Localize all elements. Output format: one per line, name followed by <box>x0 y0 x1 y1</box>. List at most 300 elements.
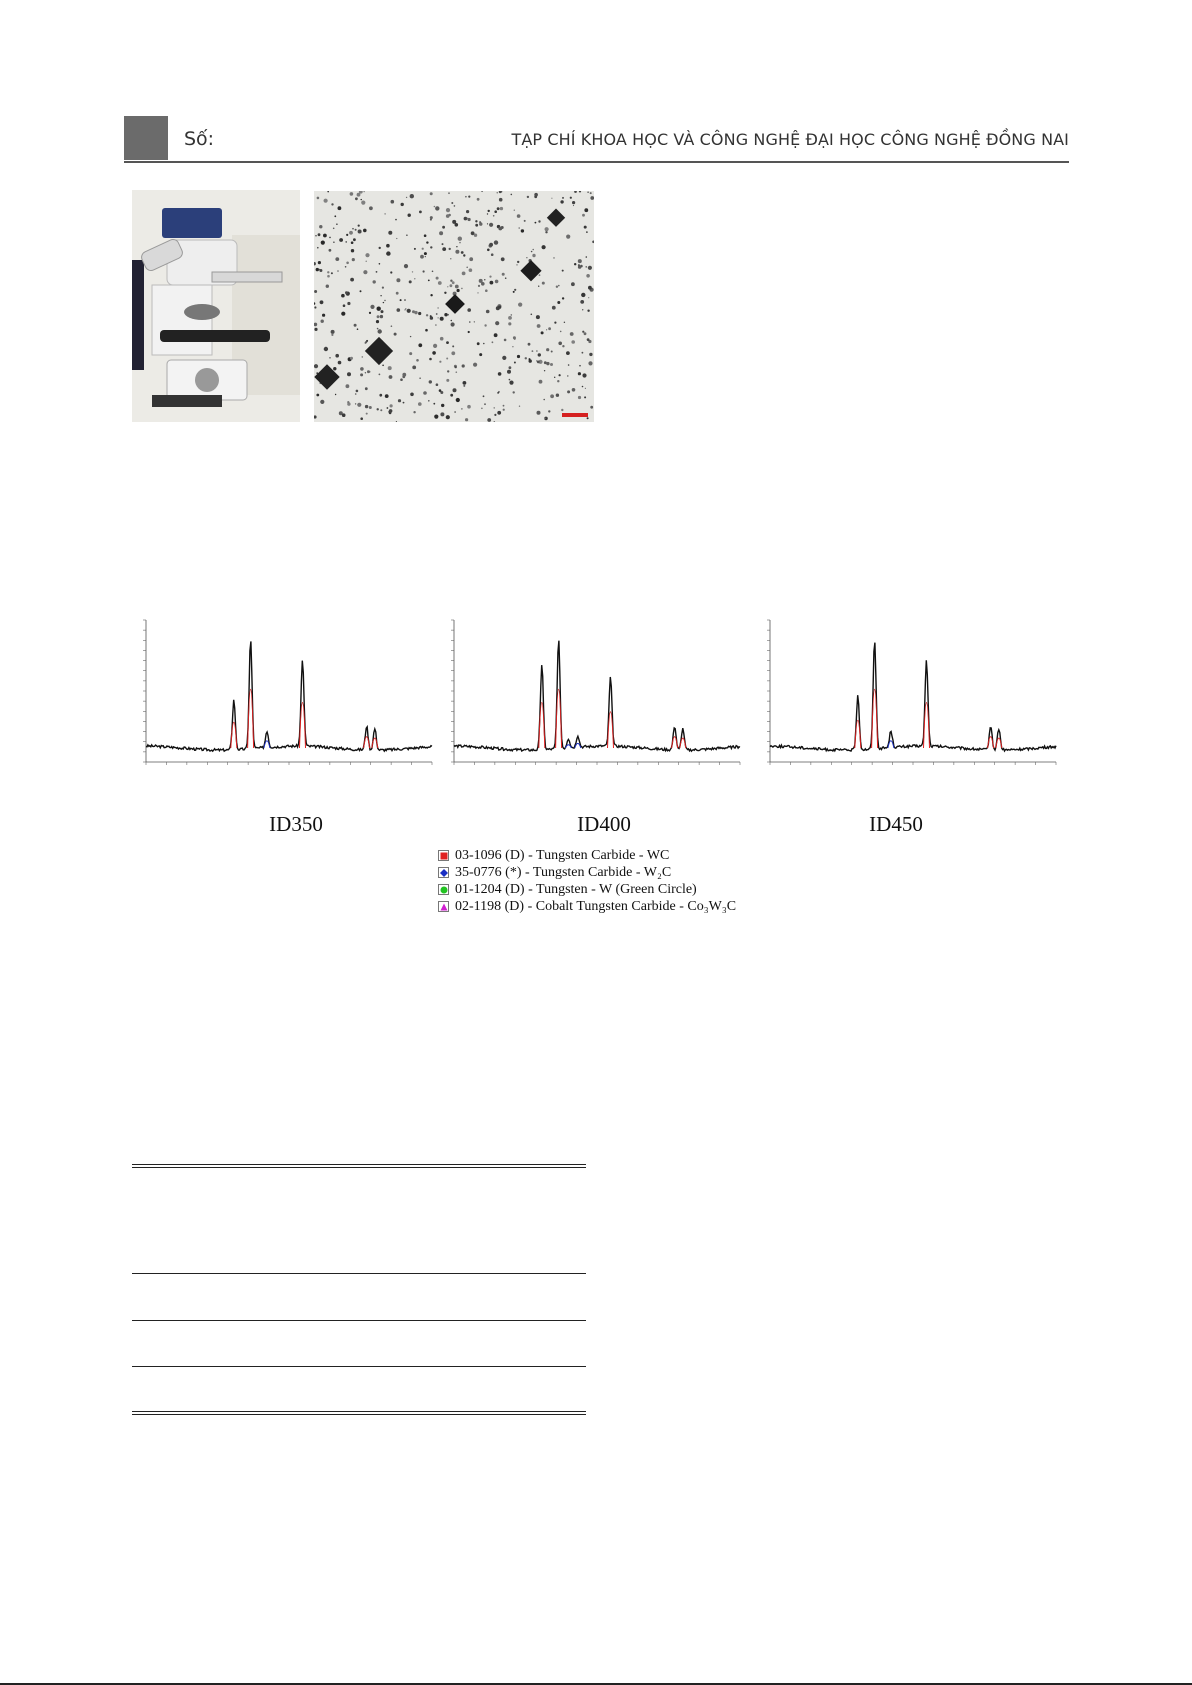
grain-speckle <box>419 378 420 379</box>
grain-speckle <box>380 409 382 411</box>
grain-speckle <box>511 194 513 196</box>
grain-speckle <box>448 192 450 194</box>
grain-speckle <box>487 223 488 224</box>
grain-speckle <box>497 207 500 210</box>
grain-speckle <box>494 407 495 408</box>
grain-speckle <box>407 309 411 313</box>
grain-speckle <box>518 303 522 307</box>
grain-speckle <box>447 370 449 372</box>
grain-speckle <box>396 238 397 239</box>
grain-speckle <box>568 364 570 366</box>
grain-speckle <box>590 406 593 409</box>
grain-speckle <box>509 379 511 381</box>
grain-speckle <box>537 361 540 364</box>
grain-speckle <box>463 254 465 256</box>
grain-speckle <box>360 367 364 371</box>
grain-speckle <box>455 223 459 227</box>
grain-speckle <box>587 191 589 193</box>
grain-speckle <box>542 245 546 249</box>
grain-speckle <box>318 233 321 236</box>
legend-item-co3w3c <box>438 898 736 915</box>
grain-speckle <box>349 231 353 235</box>
grain-speckle <box>420 255 424 259</box>
grain-speckle <box>384 300 385 301</box>
grain-speckle <box>560 331 562 333</box>
grain-speckle <box>453 388 457 392</box>
grain-speckle <box>466 210 469 213</box>
grain-speckle <box>495 280 499 284</box>
grain-speckle <box>586 231 588 233</box>
grain-speckle <box>484 403 486 405</box>
grain-speckle <box>584 332 587 335</box>
grain-speckle <box>433 403 435 405</box>
grain-speckle <box>538 286 539 287</box>
grain-speckle <box>586 266 587 267</box>
grain-speckle <box>551 198 552 199</box>
grain-speckle <box>572 388 576 392</box>
grain-speckle <box>474 234 477 237</box>
grain-speckle <box>326 285 329 288</box>
grain-speckle <box>539 380 543 384</box>
grain-speckle <box>376 320 379 323</box>
grain-speckle <box>587 417 589 419</box>
grain-speckle <box>532 254 535 257</box>
grain-speckle <box>333 228 335 230</box>
grain-speckle <box>500 207 503 210</box>
grain-speckle <box>316 268 319 271</box>
grain-speckle <box>548 327 551 330</box>
grain-speckle <box>341 294 345 298</box>
grain-speckle <box>419 211 422 214</box>
grain-speckle <box>418 312 421 315</box>
grain-speckle <box>586 256 588 258</box>
grain-speckle <box>364 191 365 192</box>
grain-speckle <box>450 280 452 282</box>
grain-speckle <box>463 381 467 385</box>
grain-speckle <box>447 286 448 287</box>
grain-speckle <box>346 262 349 265</box>
grain-speckle <box>518 227 520 229</box>
grain-speckle <box>542 282 545 285</box>
grain-speckle <box>485 289 488 292</box>
grain-speckle <box>338 206 342 210</box>
grain-speckle <box>469 268 473 272</box>
grain-speckle <box>324 347 328 351</box>
grain-speckle <box>320 400 324 404</box>
grain-speckle <box>455 250 459 254</box>
grain-speckle <box>320 300 324 304</box>
grain-speckle <box>537 324 541 328</box>
grain-speckle <box>401 203 404 206</box>
grain-speckle <box>355 229 357 231</box>
grain-speckle <box>502 273 505 276</box>
grain-speckle <box>588 266 592 270</box>
grain-speckle <box>589 353 592 356</box>
grain-speckle <box>497 192 498 193</box>
table-top-rule <box>132 1164 586 1165</box>
grain-speckle <box>544 370 545 371</box>
grain-speckle <box>345 291 348 294</box>
grain-speckle <box>477 198 480 201</box>
grain-speckle <box>329 237 331 239</box>
grain-speckle <box>357 328 359 330</box>
grain-speckle <box>436 313 438 315</box>
grain-speckle <box>442 226 445 229</box>
grain-speckle <box>562 345 564 347</box>
observed-pattern <box>146 641 432 751</box>
grain-speckle <box>464 217 468 221</box>
grain-speckle <box>504 339 507 342</box>
grain-speckle <box>571 340 575 344</box>
grain-speckle <box>494 210 497 213</box>
grain-speckle <box>362 356 364 358</box>
issue-label: Số: <box>184 128 215 150</box>
grain-speckle <box>406 234 408 236</box>
grain-speckle <box>451 351 455 355</box>
grain-speckle <box>363 229 367 233</box>
grain-speckle <box>413 411 415 413</box>
grain-speckle <box>380 295 381 296</box>
grain-speckle <box>570 197 572 199</box>
grain-speckle <box>324 199 328 203</box>
grain-speckle <box>493 215 495 217</box>
grain-speckle <box>319 225 322 228</box>
grain-speckle <box>554 377 555 378</box>
grain-speckle <box>424 234 427 237</box>
grain-speckle <box>517 355 520 358</box>
grain-speckle <box>566 235 570 239</box>
grain-speckle <box>335 257 339 261</box>
grain-speckle <box>584 208 588 212</box>
grain-speckle <box>346 234 348 236</box>
grain-speckle <box>369 312 371 314</box>
legend-item-w <box>438 881 736 898</box>
grain-speckle <box>357 193 361 197</box>
grain-speckle <box>317 247 319 249</box>
table-bottom-rule <box>132 1411 586 1412</box>
grain-speckle <box>570 332 574 336</box>
grain-speckle <box>404 264 408 268</box>
grain-speckle <box>551 351 553 353</box>
grain-speckle <box>481 408 483 410</box>
grain-speckle <box>358 230 362 234</box>
grain-speckle <box>351 241 354 244</box>
legend-label: 35-0776 (*) - Tungsten Carbide - W₂C <box>455 865 672 880</box>
grain-speckle <box>454 205 456 207</box>
grain-speckle <box>438 317 439 318</box>
grain-speckle <box>484 324 486 326</box>
grain-speckle <box>361 201 365 205</box>
grain-speckle <box>582 214 585 217</box>
grain-speckle <box>512 346 513 347</box>
grain-speckle <box>390 404 393 407</box>
xrd-axes <box>146 620 432 762</box>
grain-speckle <box>531 314 533 316</box>
grain-speckle <box>517 261 519 263</box>
grain-speckle <box>497 392 499 394</box>
grain-speckle <box>367 370 370 373</box>
grain-speckle <box>379 374 381 376</box>
grain-speckle <box>546 329 547 330</box>
grain-speckle <box>587 338 590 341</box>
panel-label-id350: ID350 <box>269 812 323 836</box>
grain-speckle <box>446 379 449 382</box>
grain-speckle <box>537 411 541 415</box>
grain-speckle <box>365 341 367 343</box>
grain-speckle <box>396 278 400 282</box>
grain-speckle <box>511 314 513 316</box>
grain-speckle <box>543 399 545 401</box>
grain-speckle <box>440 412 444 416</box>
xrd-legend <box>438 847 736 915</box>
grain-speckle <box>384 213 385 214</box>
grain-speckle <box>517 214 521 218</box>
grain-speckle <box>414 248 416 250</box>
grain-speckle <box>425 256 426 257</box>
grain-speckle <box>554 322 556 324</box>
grain-speckle <box>458 237 462 241</box>
grain-speckle <box>557 301 560 304</box>
grain-speckle <box>418 402 422 406</box>
grain-speckle <box>365 372 366 373</box>
grain-speckle <box>360 373 363 376</box>
grain-speckle <box>550 394 554 398</box>
grain-speckle <box>314 306 316 308</box>
grain-speckle <box>479 279 483 283</box>
grain-speckle <box>317 197 320 200</box>
grain-speckle <box>434 415 438 419</box>
legend-item-w2c <box>438 864 736 881</box>
grain-speckle <box>390 271 392 273</box>
grain-speckle <box>494 240 498 244</box>
grain-speckle <box>558 285 560 287</box>
grain-speckle <box>436 383 439 386</box>
grain-speckle <box>492 341 494 343</box>
grain-speckle <box>494 414 496 416</box>
grain-speckle <box>567 390 570 393</box>
grain-speckle <box>360 417 363 420</box>
grain-speckle <box>429 358 432 361</box>
grain-speckle <box>571 282 575 286</box>
grain-speckle <box>578 259 582 263</box>
xrd-axes <box>770 620 1056 762</box>
grain-speckle <box>409 280 412 283</box>
xrd-panel-id350 <box>132 612 443 802</box>
grain-speckle <box>365 387 368 390</box>
grain-speckle <box>435 206 439 210</box>
grain-speckle <box>380 315 383 318</box>
grain-speckle <box>502 356 506 360</box>
grain-speckle <box>409 352 412 355</box>
grain-speckle <box>403 402 405 404</box>
grain-speckle <box>345 241 347 243</box>
grain-speckle <box>357 403 361 407</box>
grain-speckle <box>456 246 457 247</box>
grain-speckle <box>514 289 516 291</box>
grain-speckle <box>465 196 467 198</box>
grain-speckle <box>378 329 382 333</box>
grain-speckle <box>430 192 433 195</box>
grain-speckle <box>467 308 471 312</box>
grain-speckle <box>499 198 503 202</box>
grain-speckle <box>548 410 550 412</box>
grain-speckle <box>321 320 324 323</box>
grain-speckle <box>314 290 317 293</box>
grain-speckle <box>341 312 345 316</box>
grain-speckle <box>333 367 336 370</box>
grain-speckle <box>484 279 485 280</box>
grain-speckle <box>529 358 531 360</box>
observed-pattern <box>770 643 1056 752</box>
grain-speckle <box>478 285 480 287</box>
grain-speckle <box>475 220 477 222</box>
grain-speckle <box>350 278 354 282</box>
grain-speckle <box>487 249 490 252</box>
grain-speckle <box>538 353 541 356</box>
grain-speckle <box>418 343 422 347</box>
grain-speckle <box>379 247 381 249</box>
grain-speckle <box>425 329 428 332</box>
grain-speckle <box>439 361 441 363</box>
grain-speckle <box>315 235 316 236</box>
grain-speckle <box>469 321 471 323</box>
grain-speckle <box>410 336 411 337</box>
grain-speckle <box>422 248 424 250</box>
grain-speckle <box>400 299 402 301</box>
grain-speckle <box>346 384 350 388</box>
grain-speckle <box>479 221 481 223</box>
grain-speckle <box>545 227 549 231</box>
triangle-marker-icon <box>438 901 449 912</box>
grain-speckle <box>316 394 319 397</box>
grain-speckle <box>468 196 470 198</box>
grain-speckle <box>334 215 336 217</box>
grain-speckle <box>536 350 538 352</box>
legend-label: 01-1204 (D) - Tungsten - W (Green Circle) <box>455 882 697 897</box>
grain-speckle <box>440 337 444 341</box>
grain-speckle <box>451 202 453 204</box>
grain-speckle <box>414 278 415 279</box>
grain-speckle <box>546 348 549 351</box>
panel-label-id450: ID450 <box>869 812 923 836</box>
grain-speckle <box>318 261 321 264</box>
grain-speckle <box>556 286 558 288</box>
grain-speckle <box>446 415 450 419</box>
grain-speckle <box>513 291 515 293</box>
grain-speckle <box>447 314 449 316</box>
grain-speckle <box>451 322 455 326</box>
grain-speckle <box>544 418 545 419</box>
grain-speckle <box>432 351 436 355</box>
grain-speckle <box>497 411 501 415</box>
grain-speckle <box>446 208 450 212</box>
grain-speckle <box>474 321 475 322</box>
grain-speckle <box>462 364 465 367</box>
grain-speckle <box>584 396 586 398</box>
grain-speckle <box>519 406 520 407</box>
grain-speckle <box>451 320 453 322</box>
grain-speckle <box>404 299 406 301</box>
grain-speckle <box>387 407 389 409</box>
grain-speckle <box>483 343 485 345</box>
grain-speckle <box>441 404 444 407</box>
grain-speckle <box>532 350 534 352</box>
grain-speckle <box>505 277 507 279</box>
grain-speckle <box>509 366 512 369</box>
grain-speckle <box>467 218 469 220</box>
grain-speckle <box>435 324 437 326</box>
grain-speckle <box>588 297 589 298</box>
grain-speckle <box>383 302 384 303</box>
grain-speckle <box>514 210 515 211</box>
grain-speckle <box>412 271 413 272</box>
grain-speckle <box>525 357 527 359</box>
grain-speckle <box>558 342 562 346</box>
grain-speckle <box>491 253 494 256</box>
grain-speckle <box>477 342 480 345</box>
grain-speckle <box>446 341 449 344</box>
grain-speckle <box>428 280 430 282</box>
grain-speckle <box>408 214 411 217</box>
grain-speckle <box>578 264 580 266</box>
grain-speckle <box>386 244 390 248</box>
grain-speckle <box>489 276 491 278</box>
grain-speckle <box>397 308 401 312</box>
grain-speckle <box>354 324 357 327</box>
grain-speckle <box>457 289 460 292</box>
grain-speckle <box>452 281 455 284</box>
grain-speckle <box>323 234 327 238</box>
grain-speckle <box>456 371 458 373</box>
grain-speckle <box>449 248 451 250</box>
grain-speckle <box>508 316 512 320</box>
grain-speckle <box>385 394 389 398</box>
grain-speckle <box>450 284 453 287</box>
grain-speckle <box>406 197 407 198</box>
grain-speckle <box>514 362 516 364</box>
grain-speckle <box>588 286 592 290</box>
grain-speckle <box>564 322 565 323</box>
grain-speckle <box>382 365 384 367</box>
grain-speckle <box>503 405 505 407</box>
grain-speckle <box>370 305 374 309</box>
grain-speckle <box>437 307 438 308</box>
grain-speckle <box>489 243 493 247</box>
grain-speckle <box>507 370 511 374</box>
grain-speckle <box>369 406 372 409</box>
grain-speckle <box>389 409 393 413</box>
grain-speckle <box>426 241 428 243</box>
grain-speckle <box>388 366 392 370</box>
grain-speckle <box>366 413 368 415</box>
table-rule <box>132 1320 586 1321</box>
grain-speckle <box>331 334 333 336</box>
grain-speckle <box>398 399 401 402</box>
legend-item-wc <box>438 847 736 864</box>
grain-speckle <box>361 199 362 200</box>
grain-speckle <box>562 297 564 299</box>
grain-speckle <box>585 388 586 389</box>
grain-speckle <box>430 246 432 248</box>
grain-speckle <box>376 271 378 273</box>
grain-speckle <box>450 258 451 259</box>
grain-speckle <box>360 290 362 292</box>
grain-speckle <box>582 331 584 333</box>
header-divider <box>124 161 1069 163</box>
grain-speckle <box>331 330 335 334</box>
grain-speckle <box>550 363 553 366</box>
grain-speckle <box>503 409 505 411</box>
